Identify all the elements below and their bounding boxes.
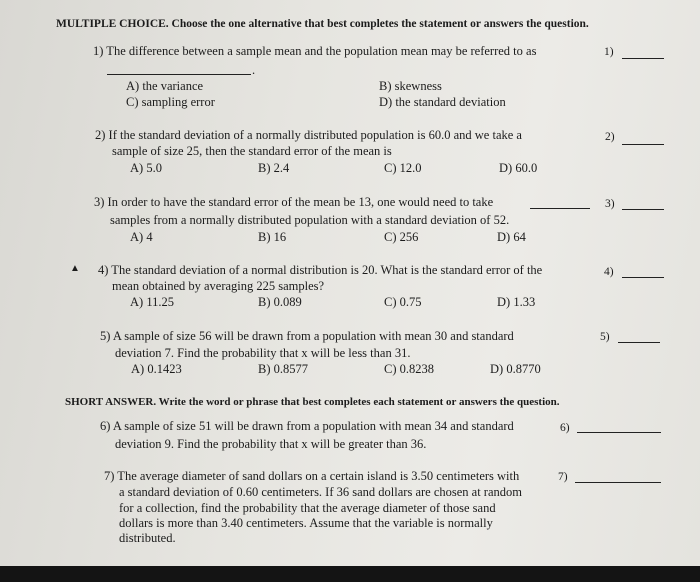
q6-line1: 6) A sample of size 51 will be drawn from a population with mean 34 and standard — [100, 419, 514, 433]
q7-line5: distributed. — [119, 531, 176, 545]
q7-line4: dollars is more than 3.40 centimeters. Assume that the variable is normally — [119, 516, 493, 530]
q3-line2: samples from a normally distributed population with a standard deviation of 52. — [110, 213, 510, 227]
q7-line2: a standard deviation of 0.60 centimeters. If 36 sand dollars are chosen at random — [119, 485, 522, 499]
q4-line2: mean obtained by averaging 225 samples? — [112, 279, 325, 293]
q6-number: 6) — [560, 422, 570, 434]
q1-answer-blank[interactable] — [622, 58, 664, 59]
q7-answer-blank[interactable] — [575, 482, 661, 483]
q3-option-b: B) 16 — [258, 230, 287, 244]
q4-option-a: A) 11.25 — [130, 295, 174, 309]
q3-line1: 3) In order to have the standard error of the mean be 13, one would need to take — [94, 195, 494, 209]
q5-number: 5) — [600, 331, 610, 343]
q4-option-b: B) 0.089 — [258, 295, 302, 309]
mc-header: MULTIPLE CHOICE. Choose the one alternative that best completes the statement or answers the question. — [56, 18, 589, 30]
q5-option-a: A) 0.1423 — [131, 362, 182, 376]
q1-option-b: B) skewness — [379, 79, 442, 93]
q7-number: 7) — [558, 471, 568, 483]
q4-number: 4) — [604, 266, 614, 278]
q2-line2: sample of size 25, then the standard error of the mean is — [112, 144, 392, 158]
q5-option-d: D) 0.8770 — [490, 362, 541, 376]
q6-line2: deviation 9. Find the probability that x will be greater than 36. — [115, 437, 427, 451]
q3-option-c: C) 256 — [384, 230, 419, 244]
q5-option-c: C) 0.8238 — [384, 362, 434, 376]
q3-option-a: A) 4 — [130, 230, 153, 244]
q1-option-d: D) the standard deviation — [379, 95, 506, 109]
q4-option-c: C) 0.75 — [384, 295, 422, 309]
q3-fill-blank[interactable] — [530, 208, 590, 209]
q1-number: 1) — [604, 46, 614, 58]
q1-option-a: A) the variance — [126, 79, 204, 93]
q4-line1: 4) The standard deviation of a normal distribution is 20. What is the standard error of the — [98, 263, 543, 277]
q1-stem-end: . — [252, 63, 256, 77]
q2-option-c: C) 12.0 — [384, 161, 422, 175]
q5-line1: 5) A sample of size 56 will be drawn from a population with mean 30 and standard — [100, 329, 514, 343]
q3-option-d: D) 64 — [497, 230, 526, 244]
q1-option-c: C) sampling error — [126, 95, 215, 109]
q2-line1: 2) If the standard deviation of a normally distributed population is 60.0 and we take a — [95, 128, 522, 142]
q2-answer-blank[interactable] — [622, 144, 664, 145]
q3-number: 3) — [605, 198, 615, 210]
q5-option-b: B) 0.8577 — [258, 362, 308, 376]
q3-answer-blank[interactable] — [622, 209, 664, 210]
q2-option-b: B) 2.4 — [258, 161, 290, 175]
q1-stem: 1) The difference between a sample mean and the population mean may be referred to as — [93, 44, 537, 58]
q2-number: 2) — [605, 131, 615, 143]
q2-option-a: A) 5.0 — [130, 161, 162, 175]
q7-line1: 7) The average diameter of sand dollars on a certain island is 3.50 centimeters with — [104, 469, 520, 483]
photo-bottom-edge — [0, 566, 700, 582]
q7-line3: for a collection, find the probability that the average diameter of those sand — [119, 501, 496, 515]
q4-answer-blank[interactable] — [622, 277, 664, 278]
q2-option-d: D) 60.0 — [499, 161, 538, 175]
q4-option-d: D) 1.33 — [497, 295, 536, 309]
sa-header: SHORT ANSWER. Write the word or phrase that best completes each statement or answers the question. — [65, 396, 560, 408]
q5-line2: deviation 7. Find the probability that x will be less than 31. — [115, 346, 411, 360]
q6-answer-blank[interactable] — [577, 432, 661, 433]
q1-fill-blank[interactable] — [107, 74, 251, 75]
arrow-marker-icon: ▲ — [70, 263, 80, 274]
q5-answer-blank[interactable] — [618, 342, 660, 343]
